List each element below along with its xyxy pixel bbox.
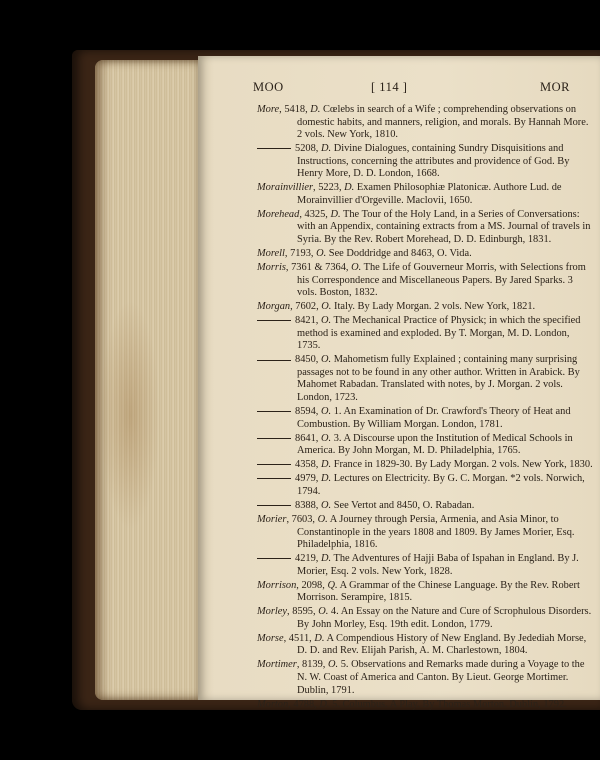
entry-number: 4358, — [295, 459, 321, 471]
entry-author: Mortimer — [257, 659, 297, 671]
entry-description: Italy. By Lady Morgan. 2 vols. New York, 1821. — [331, 301, 536, 313]
entry-class: D. — [310, 104, 321, 115]
ditto-dash — [257, 320, 291, 321]
catalogue-entry — [255, 182, 595, 207]
entry-class: D. — [314, 632, 325, 644]
ditto-dash — [257, 558, 291, 559]
catalogue-entry — [255, 301, 595, 314]
catalogue-entry — [255, 209, 595, 247]
entry-number: , 7361 & 7364, — [285, 262, 352, 274]
catalogue-entry — [255, 315, 595, 353]
entry-class: O. — [320, 406, 332, 418]
catalogue-entry — [255, 553, 595, 578]
ditto-dash — [257, 360, 291, 361]
entry-description: A Grammar of the Chinese Language. By the Rev. Robert Morrison. Serampire, 1815. — [297, 579, 580, 604]
page-number: [ 114 ] — [371, 80, 408, 94]
entry-description: A Journey through Persia, Armenia, and Asia Minor, to Constantinople in the years 1808 and 1809. By James Morier, Esq. Philadelphia, 1816. — [297, 513, 575, 551]
entry-class: D. — [330, 208, 341, 220]
entry-description: See Doddridge and 8463, O. Vida. — [326, 248, 472, 260]
entry-author: Morehead — [257, 208, 300, 220]
ditto-dash — [257, 478, 291, 479]
entry-author: Morris — [257, 262, 286, 274]
entry-description: Lectures on Electricity. By G. C. Morgan. *2 vols. Norwich, 1794. — [297, 473, 585, 497]
catalogue-entry — [255, 606, 595, 631]
entry-number: 8594, — [295, 406, 321, 418]
entry-class: O. — [351, 262, 362, 274]
entry-number: , 8595, — [287, 606, 319, 618]
catalogue-entry — [255, 514, 595, 552]
catalogue-entry — [255, 699, 595, 712]
entry-class: Q. — [327, 579, 338, 591]
entry-author: Morier — [257, 513, 287, 525]
catalogue-entry — [255, 248, 595, 261]
entry-number: 5208, — [295, 143, 321, 155]
catalogue-entry — [255, 473, 595, 498]
entry-author: Morse — [257, 632, 284, 644]
header-left: MOO — [253, 80, 284, 94]
catalogue-entry — [255, 406, 595, 431]
entry-author: More — [257, 104, 280, 115]
entry-class: O. — [320, 315, 332, 327]
entry-description: Cœlebs in search of a Wife ; comprehending observations on domestic habits, and manners, religion, and morals. By Hannah More. 2 vols. New York, 1810. — [297, 104, 589, 141]
entry-description: 5. Observations and Remarks made during a Voyage to the N. W. Coast of America and Canton. By Lieut. George Mortimer. Dublin, 1791. — [297, 659, 585, 696]
entry-number: 4979, — [295, 473, 321, 485]
entry-description: Mahometism fully Explained ; containing many surprising passages not to be found in any other author. Written in Arabick. By Mahomet Rabadan. Translated with notes, by J. Morgan. 2 vols. London, 1723. — [297, 354, 580, 404]
entry-number: 8421, — [295, 315, 321, 327]
ditto-dash — [257, 505, 291, 506]
entry-number: , 5418, — [279, 104, 311, 115]
running-header — [253, 80, 598, 98]
catalogue-entry — [255, 580, 595, 605]
entry-description: Examen Philosophiæ Platonicæ. Authore Lud. de Morainvillier d'Orgeville. Maclovii, 1650. — [297, 182, 562, 206]
entry-description: Divine Dialogues, containing Sundry Disquisitions and Instructions, concerning the attributes and providence of God. By Henry More, D. D. London, 1668. — [297, 143, 570, 180]
entry-description: The Adventures of Hajji Baba of Ispahan in England. By J. Morier, Esq. 2 vols. New York, 1828. — [297, 553, 579, 577]
entry-description: 3. A Discourse upon the Institution of Medical Schools in America. By John Morgan, M. D. Philadelphia, 1765. — [297, 432, 573, 457]
entry-class: D. — [320, 459, 332, 471]
entry-class: O. — [318, 606, 329, 618]
entry-number: , 5223, — [313, 182, 345, 194]
entry-number: , 7603, — [286, 513, 318, 525]
entry-author: Morgan — [257, 301, 291, 313]
entry-description: The Mechanical Practice of Physick; in which the specified method is examined and exploded. By T. Morgan, M. D. London, 1735. — [297, 315, 581, 352]
entry-number: 8641, — [295, 432, 321, 444]
entry-number: 4219, — [295, 553, 321, 565]
catalogue-entry — [255, 143, 595, 181]
entry-number: , 7193, — [284, 248, 317, 260]
page-stain — [100, 300, 160, 530]
entry-class: D. — [320, 473, 332, 485]
entry-description: The Tour of the Holy Land, in a Series of Conversations: with an Appendix, containing extracts from a MS. Journal of travels in Syria. By the Rev. Robert Morehead, D. D. Edinburgh, 1831. — [297, 208, 591, 245]
ditto-dash — [257, 411, 291, 412]
entry-description: France in 1829-30. By Lady Morgan. 2 vols. New York, 1830. — [331, 459, 593, 471]
entry-class: O. — [320, 499, 332, 511]
entry-class: O. — [317, 513, 328, 525]
catalogue-entry — [255, 433, 595, 458]
catalogue-entry — [255, 354, 595, 404]
entry-class: O. — [316, 248, 327, 260]
entry-number: , 7602, — [290, 301, 322, 313]
entry-class: O. — [320, 354, 332, 366]
catalogue-entries — [255, 104, 595, 713]
header-right: MOR — [540, 80, 570, 94]
entry-class: O. — [328, 659, 339, 671]
entry-number: , 4511, — [283, 632, 315, 644]
entry-class: O. — [321, 301, 332, 313]
ditto-dash — [257, 464, 291, 465]
entry-author: Morainvillier — [257, 182, 313, 194]
entry-class: D. — [319, 698, 330, 710]
entry-description: 4. An Essay on the Nature and Cure of Scrophulous Disorders. By John Morley, Esq. 19th edit. London, 1779. — [297, 606, 592, 630]
catalogue-entry — [255, 659, 595, 697]
catalogue-entry — [255, 104, 595, 142]
entry-number: , 4325, — [299, 208, 331, 220]
entry-description: 5. Columbus. A Play. By Thomas Morton. Dublin, 1792. — [329, 698, 567, 710]
entry-number: 8450, — [295, 354, 321, 366]
ditto-dash — [257, 148, 291, 149]
entry-class: D. — [320, 143, 332, 155]
entry-number: , 8139, — [296, 659, 328, 671]
catalogue-entry — [255, 500, 595, 513]
entry-class: D. — [344, 182, 355, 194]
entry-class: D. — [320, 553, 332, 565]
catalogue-entry — [255, 459, 595, 472]
entry-author: Morell — [257, 248, 285, 260]
entry-class: O. — [320, 432, 332, 444]
entry-author: Morley — [257, 606, 288, 618]
entry-author: Morrison — [257, 579, 297, 591]
entry-number: , 2098, — [296, 579, 328, 591]
catalogue-entry — [255, 262, 595, 300]
entry-description: The Life of Gouverneur Morris, with Selections from his Correspondence and Miscellaneous Papers. By Jared Sparks. 3 vols. Boston, 1832. — [297, 262, 586, 299]
entry-number: , 4788, — [288, 698, 320, 710]
entry-author: Morton — [257, 698, 289, 710]
entry-number: 8388, — [295, 499, 321, 511]
catalogue-entry — [255, 633, 595, 658]
entry-description: A Compendious History of New England. By Jedediah Morse, D. D. and Rev. Elijah Parish, A. M. Charlestown, 1804. — [297, 632, 587, 657]
ditto-dash — [257, 438, 291, 439]
entry-description: See Vertot and 8450, O. Rabadan. — [331, 499, 475, 511]
entry-description: 1. An Examination of Dr. Crawford's Theory of Heat and Combustion. By William Morgan. London, 1781. — [297, 406, 571, 430]
